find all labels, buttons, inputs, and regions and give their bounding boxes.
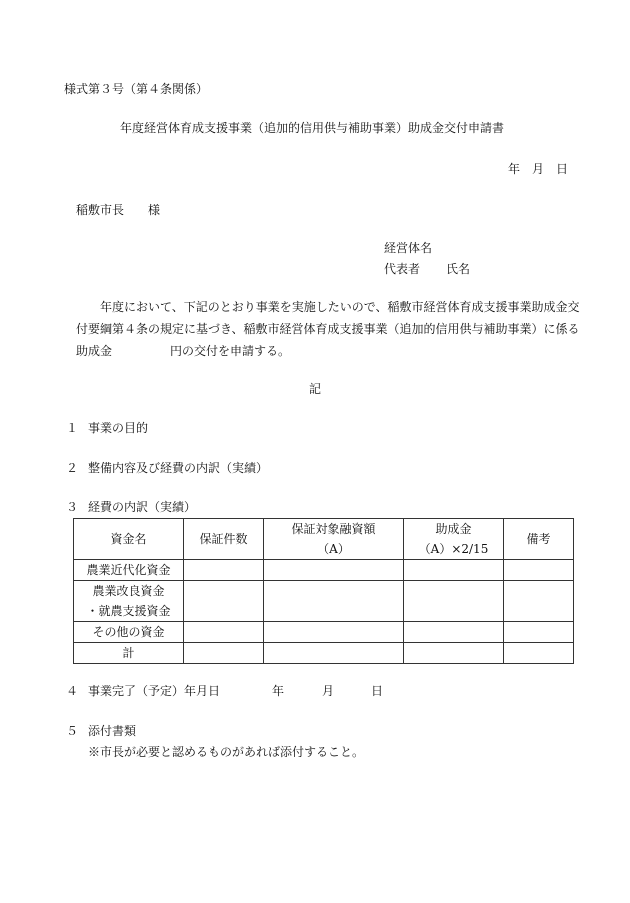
row-label-improvement-fund <box>74 581 184 622</box>
row-label-other-fund: その他の資金 <box>74 622 184 643</box>
section-1-label: 事業の目的 <box>88 421 149 435</box>
table-cell[interactable] <box>184 581 264 622</box>
header-subsidy <box>404 519 504 560</box>
section-4-number: ４ <box>66 684 79 698</box>
section-4-label: 事業完了（予定）年月日 <box>88 684 221 698</box>
table-row <box>74 560 574 581</box>
row-label-improvement-fund-line2: ・就農支援資金 <box>86 604 171 618</box>
name-label: 氏名 <box>446 262 471 276</box>
form-number: 様式第３号（第４条関係） <box>64 82 209 96</box>
table-cell[interactable] <box>404 643 504 664</box>
table-cell[interactable] <box>184 560 264 581</box>
table-cell[interactable] <box>264 643 404 664</box>
ki-heading: 記 <box>309 382 322 396</box>
table-cell[interactable] <box>264 622 404 643</box>
section-5-number: ５ <box>66 724 79 738</box>
expense-table <box>73 518 574 664</box>
table-row <box>74 581 574 622</box>
row-label-total: 計 <box>74 643 184 664</box>
table-header-row <box>74 519 574 560</box>
section-2-label: 整備内容及び経費の内訳（実績） <box>88 461 269 475</box>
header-remarks: 備考 <box>504 519 574 560</box>
table-cell[interactable] <box>404 622 504 643</box>
section-3-label: 経費の内訳（実績） <box>88 500 197 514</box>
attachment-note: ※市長が必要と認めるものがあれば添付すること。 <box>88 745 365 759</box>
header-subsidy-line2: （A）×2/15 <box>418 542 489 556</box>
completion-month: 月 <box>322 684 335 698</box>
table-cell[interactable] <box>264 581 404 622</box>
completion-day: 日 <box>371 684 384 698</box>
table-cell[interactable] <box>184 643 264 664</box>
table-cell[interactable] <box>404 560 504 581</box>
representative-label: 代表者 <box>384 262 421 276</box>
completion-year: 年 <box>272 684 285 698</box>
header-guaranteed-amount <box>264 519 404 560</box>
section-2-number: ２ <box>66 461 79 475</box>
entity-name-label: 経営体名 <box>384 241 433 255</box>
body-paragraph <box>76 296 582 362</box>
body-part-2: 円の交付を申請する。 <box>170 344 291 358</box>
table-cell[interactable] <box>504 622 574 643</box>
document-title: 年度経営体育成支援事業（追加的信用供与補助事業）助成金交付申請書 <box>120 121 505 135</box>
section-1-number: １ <box>66 421 79 435</box>
table-cell[interactable] <box>504 643 574 664</box>
section-5-label: 添付書類 <box>88 724 137 738</box>
table-row <box>74 643 574 664</box>
header-guarantee-count: 保証件数 <box>184 519 264 560</box>
row-label-modernization-fund: 農業近代化資金 <box>74 560 184 581</box>
table-cell[interactable] <box>264 560 404 581</box>
header-subsidy-line1: 助成金 <box>435 522 472 536</box>
date-line: 年 月 日 <box>508 162 569 176</box>
table-row <box>74 622 574 643</box>
body-part-1: 年度において、下記のとおり事業を実施したいので、稲敷市経営体育成支援事業助成金交付要綱第４条の規定に基づき、稲敷市経営体育成支援事業（追加的信用供与補助事業）に係る助成金 <box>76 300 580 358</box>
row-label-improvement-fund-line1: 農業改良資金 <box>92 584 165 598</box>
section-3-number: ３ <box>66 500 79 514</box>
table-cell[interactable] <box>184 622 264 643</box>
header-fund-name: 資金名 <box>74 519 184 560</box>
header-guaranteed-amount-line2: （A） <box>317 542 350 556</box>
header-guaranteed-amount-line1: 保証対象融資額 <box>291 522 376 536</box>
addressee: 稲敷市長 様 <box>76 203 161 217</box>
table-cell[interactable] <box>504 581 574 622</box>
table-cell[interactable] <box>404 581 504 622</box>
table-cell[interactable] <box>504 560 574 581</box>
